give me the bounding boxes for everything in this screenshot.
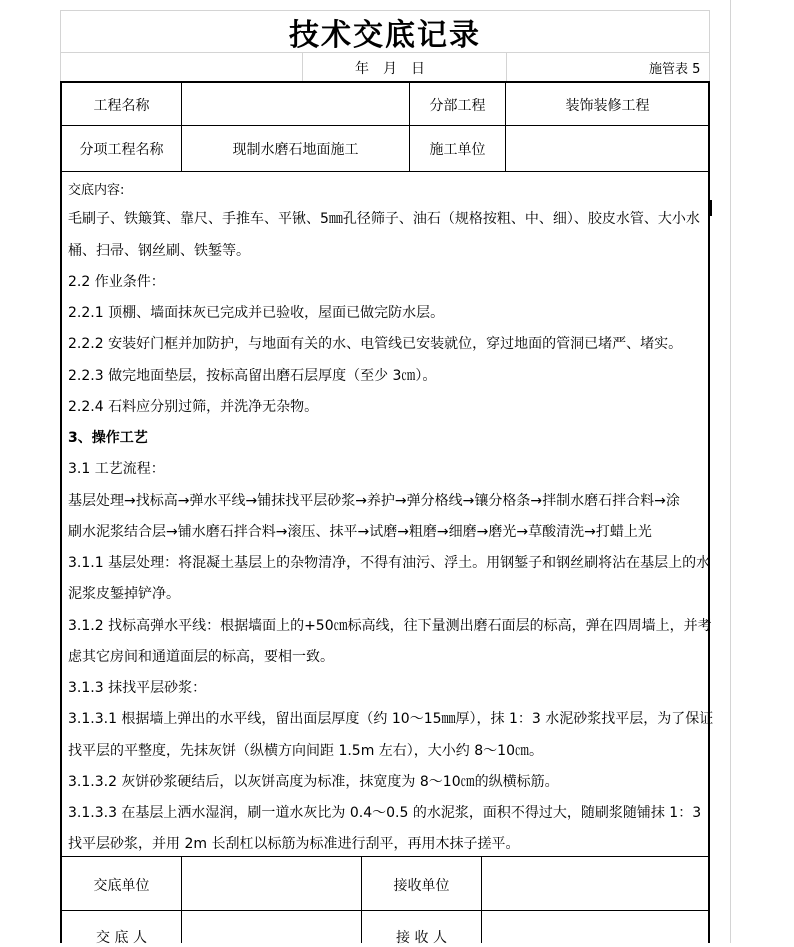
subitem-value: 现制水磨石地面施工 (232, 142, 359, 158)
table-border (61, 856, 709, 857)
section-heading: 3、操作工艺 (68, 430, 148, 446)
content-line: 2.2.4 石料应分别过筛，并洗净无杂物。 (68, 399, 319, 415)
content-line: 基层处理→找标高→弹水平线→铺抹找平层砂浆→养护→弹分格线→镶分格条→拌制水磨石拌合料→涂 (68, 493, 680, 509)
cell-marker (709, 200, 712, 216)
content-line: 2.2.3 做完地面垫层，按标高留出磨石层厚度（至少 3㎝）。 (68, 368, 437, 384)
table-border (61, 171, 709, 172)
content-line: 3.1.3.2 灰饼砂浆硬结后，以灰饼高度为标准，抹宽度为 8～10㎝的纵横标筋。 (68, 774, 559, 790)
table-border (61, 910, 709, 911)
content-line: 找平层的平整度，先抹灰饼（纵横方向间距 1.5m 左右），大小约 8～10㎝。 (68, 743, 543, 759)
table-border (60, 81, 62, 943)
content-heading: 交底内容: (68, 183, 125, 198)
content-line: 3.1.2 找标高弹水平线：根据墙面上的+50㎝标高线，往下量测出磨石面层的标高，弹在四周墙上，并考 (68, 618, 712, 634)
content-line: 3.1.3.1 根据墙上弹出的水平线，留出面层厚度（约 10～15㎜厚），抹 1：3 水泥砂浆找平层，为了保证 (68, 711, 714, 727)
grid-line (302, 52, 303, 82)
division-value: 装饰装修工程 (565, 98, 650, 114)
table-border (60, 81, 710, 83)
content-line: 2.2 作业条件： (68, 274, 165, 290)
table-border (181, 856, 182, 943)
receiver-unit-label: 接收单位 (393, 878, 450, 894)
issuer-unit-label: 交底单位 (93, 878, 150, 894)
division-label: 分部工程 (429, 98, 486, 114)
content-line: 桶、扫帚、钢丝刷、铁錾等。 (68, 243, 250, 259)
content-line: 虑其它房间和通道面层的标高，要相一致。 (68, 649, 334, 665)
project-name-label: 工程名称 (93, 98, 150, 114)
grid-line (506, 52, 507, 82)
content-line: 毛刷子、铁簸箕、靠尺、手推车、平锹、5㎜孔径筛子、油石（规格按粗、中、细）、胶皮水管、大小水 (68, 211, 700, 227)
content-line: 刷水泥浆结合层→铺水磨石拌合料→滚压、抹平→试磨→粗磨→细磨→磨光→草酸清洗→打蜡上光 (68, 524, 652, 540)
table-border (481, 856, 482, 943)
grid-line (730, 0, 731, 943)
date-label: 年 月 日 (355, 61, 425, 77)
subitem-label: 分项工程名称 (79, 142, 164, 158)
page-title: 技术交底记录 (289, 18, 481, 53)
receiver-person-label: 接 收 人 (396, 930, 447, 946)
content-line: 泥浆皮錾掉铲净。 (68, 586, 180, 602)
table-border (61, 125, 709, 126)
unit-label: 施工单位 (429, 142, 486, 158)
content-line: 2.2.1 顶棚、墙面抹灰已完成并已验收，屋面已做完防水层。 (68, 305, 445, 321)
issuer-person-label: 交 底 人 (96, 930, 147, 946)
content-line: 3.1.3 抹找平层砂浆： (68, 680, 207, 696)
content-line: 3.1 工艺流程： (68, 461, 165, 477)
content-line: 3.1.1 基层处理：将混凝土基层上的杂物清净，不得有油污、浮土。用钢錾子和钢丝刷将沾在基层上的水 (68, 555, 711, 571)
content-line: 3.1.3.3 在基层上洒水湿润，刷一道水灰比为 0.4～0.5 的水泥浆，面积不得过大，随刷浆随铺抹 1：3 (68, 805, 702, 821)
content-line: 找平层砂浆，并用 2m 长刮杠以标筋为标准进行刮平，再用木抹子搓平。 (68, 836, 520, 852)
content-line: 2.2.2 安装好门框并加防护，与地面有关的水、电管线已安装就位，穿过地面的管洞已堵严、堵实。 (68, 336, 683, 352)
form-number: 施管表 5 (649, 62, 701, 77)
